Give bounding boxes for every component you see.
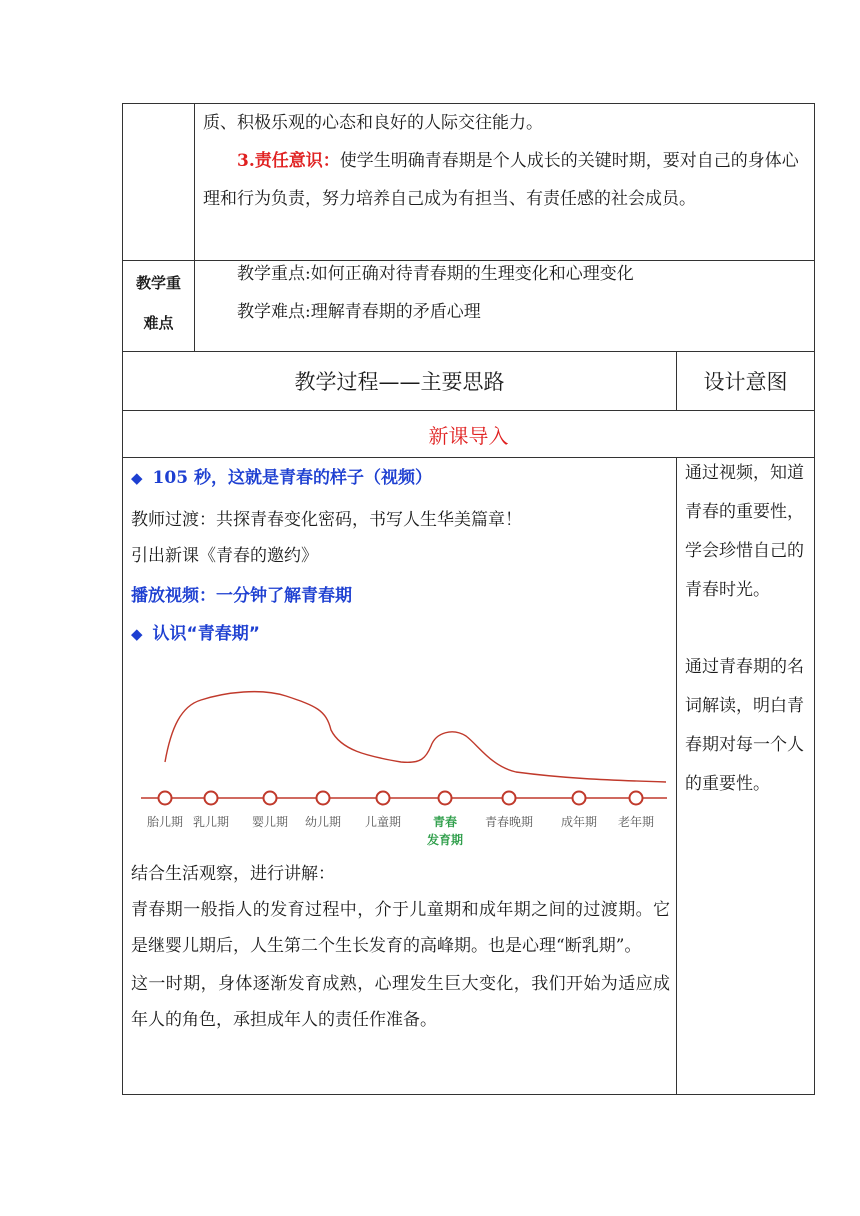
objectives-cell bbox=[195, 104, 815, 261]
stage-marker bbox=[503, 792, 516, 805]
intent-text-1: 通过视频，知道青春的重要性，学会珍惜自己的青春时光。 bbox=[685, 463, 804, 600]
item-3-text: 使学生明确青春期是个人成长的关键时期，要对自己的身体心理和行为负责，努力培养自己成为有担当、有责任感的社会成员。 bbox=[203, 151, 799, 209]
stage-label: 老年期 bbox=[617, 815, 655, 829]
process-header: 教学过程——主要思路 bbox=[123, 352, 677, 411]
stage-label: 青春 bbox=[432, 815, 458, 829]
intent-content-cell bbox=[677, 458, 815, 1095]
key-difficult-content bbox=[195, 261, 815, 352]
stage-marker bbox=[317, 792, 330, 805]
empty-label-cell bbox=[123, 104, 195, 261]
intent-text-2: 通过青春期的名词解读，明白青春期对每一个人的重要性。 bbox=[685, 657, 804, 794]
stage-marker bbox=[377, 792, 390, 805]
objective-item-3 bbox=[203, 142, 808, 218]
difficult-point: 教学难点:理解青春期的矛盾心理 bbox=[237, 302, 481, 322]
observe-line: 结合生活观察，进行讲解： bbox=[131, 864, 335, 884]
lesson-plan-table bbox=[122, 103, 815, 1095]
stage-label: 幼儿期 bbox=[304, 815, 342, 829]
life-stage-diagram bbox=[131, 658, 671, 850]
stage-marker bbox=[630, 792, 643, 805]
teacher-transition: 教师过渡：共探青春变化密码，书写人生华美篇章！ bbox=[131, 510, 522, 530]
stage-label: 青春晚期 bbox=[484, 815, 534, 829]
objective-line-top: 质、积极乐观的心态和良好的人际交往能力。 bbox=[203, 113, 543, 133]
stage-marker bbox=[159, 792, 172, 805]
paragraph-1: 青春期一般指人的发育过程中，介于儿童期和成年期之间的过渡期。它是继婴儿期后，人生第二个生长发育的高峰期。也是心理“断乳期”。 bbox=[131, 900, 670, 956]
key-difficult-label bbox=[123, 261, 195, 352]
row-main-content bbox=[123, 458, 815, 1095]
stage-label: 成年期 bbox=[560, 815, 598, 829]
know-title: 认识“青春期” bbox=[152, 624, 260, 644]
key-point: 教学重点:如何正确对待青春期的生理变化和心理变化 bbox=[237, 264, 634, 284]
video-title: 105 秒，这就是青春的样子（视频） bbox=[152, 468, 432, 488]
lead-in: 引出新课《青春的邀约》 bbox=[131, 546, 318, 566]
row-key-difficult bbox=[123, 261, 815, 352]
diamond-bullet-icon: ◆ bbox=[131, 625, 143, 643]
stage-label: 婴儿期 bbox=[251, 815, 289, 829]
item-3-label: 3.责任意识： bbox=[237, 151, 340, 171]
stage-label: 胎儿期 bbox=[146, 815, 184, 829]
row-header bbox=[123, 352, 815, 411]
stage-label: 儿童期 bbox=[364, 815, 402, 829]
row-objectives-continued bbox=[123, 104, 815, 261]
stage-marker bbox=[573, 792, 586, 805]
label-line-1: 教学重 bbox=[135, 274, 181, 292]
stage-label-sub: 发育期 bbox=[426, 833, 464, 847]
know-title-line bbox=[131, 614, 670, 654]
row-section-title bbox=[123, 411, 815, 458]
stage-marker bbox=[205, 792, 218, 805]
video-title-line bbox=[131, 458, 670, 498]
stage-label: 乳儿期 bbox=[192, 815, 230, 829]
intent-header: 设计意图 bbox=[677, 352, 815, 411]
stage-marker bbox=[439, 792, 452, 805]
growth-curve bbox=[165, 692, 666, 782]
label-line-2: 难点 bbox=[143, 314, 174, 332]
main-content-cell bbox=[123, 458, 677, 1095]
diamond-bullet-icon: ◆ bbox=[131, 469, 143, 487]
section-title: 新课导入 bbox=[123, 411, 815, 458]
stage-marker bbox=[264, 792, 277, 805]
paragraph-2: 这一时期，身体逐渐发育成熟，心理发生巨大变化，我们开始为适应成年人的角色，承担成年人的责任作准备。 bbox=[131, 974, 670, 1030]
stage-labels bbox=[147, 814, 654, 847]
play-video: 播放视频：一分钟了解青春期 bbox=[131, 586, 352, 606]
